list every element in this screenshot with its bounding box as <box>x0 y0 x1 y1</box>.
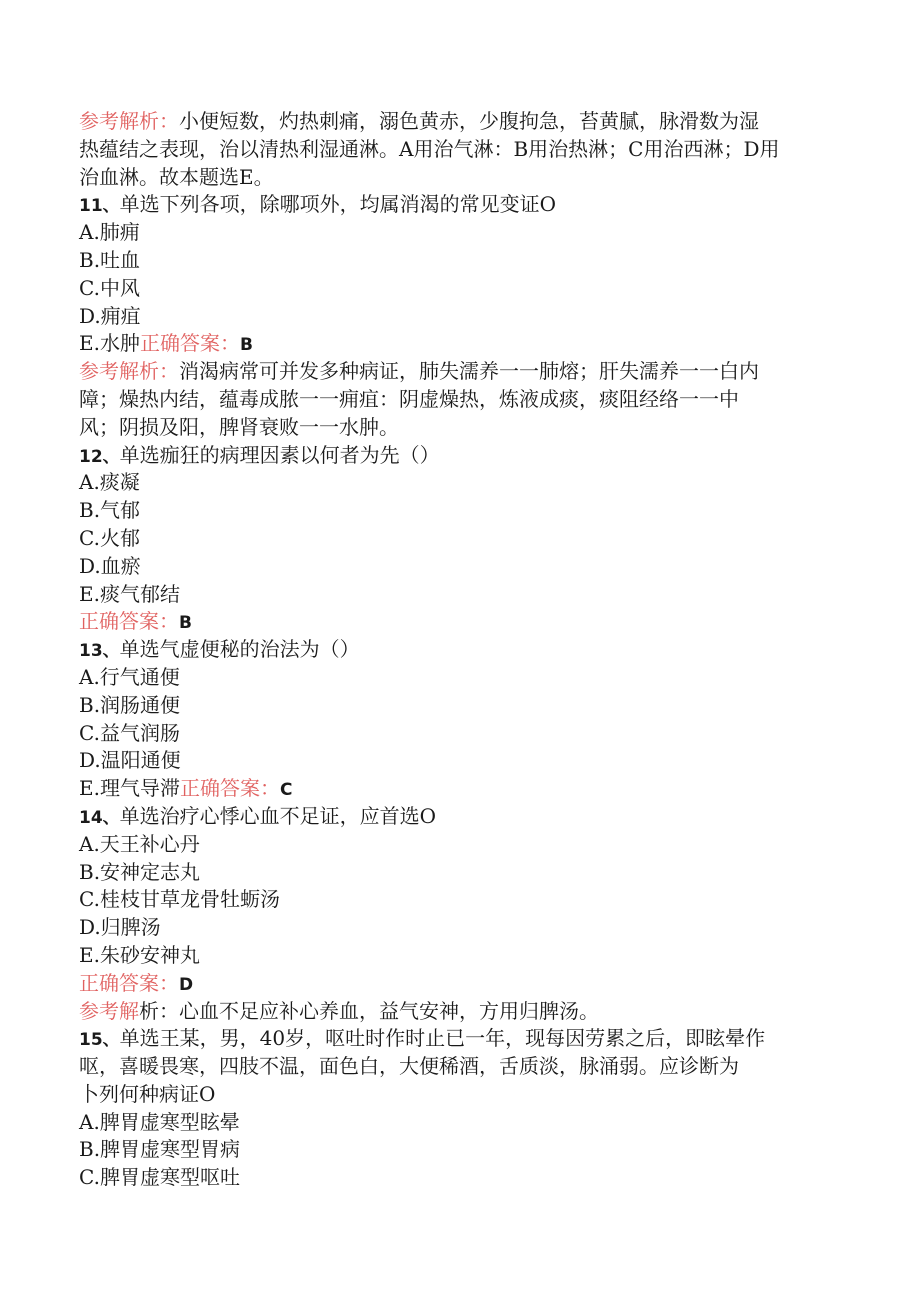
option: B.吐血 <box>79 247 141 272</box>
document-page <box>79 108 824 1192</box>
option: D.痈疽 <box>79 303 141 328</box>
option: D.温阳通便 <box>79 748 181 773</box>
explanation-text: 消渴病常可并发多种病证，肺失濡养一一肺熔；肝失濡养一一白内 <box>179 359 759 384</box>
explanation-label: 参考解 <box>79 998 139 1023</box>
option: B.脾胃虚寒型胃病 <box>79 1137 241 1162</box>
option: C.脾胃虚寒型呕吐 <box>79 1165 240 1190</box>
question-stem <box>79 442 824 470</box>
question-text: 单选王某，男，40岁，呕吐时作时止已一年，现每因劳累之后，即眩晕作 <box>119 1026 766 1051</box>
explanation-text: 风；阴损及阳，脾肾衰败一一水肿。 <box>79 414 399 439</box>
explanation-text: 析：心血不足应补心养血，益气安神，方用归脾汤。 <box>139 998 599 1023</box>
answer-value: B <box>239 335 253 356</box>
answer-label: 正确答案： <box>139 331 240 356</box>
option: C.火郁 <box>79 525 140 550</box>
option: D.血瘀 <box>79 553 141 578</box>
option-with-answer <box>79 775 824 803</box>
option: A.天王补心丹 <box>79 831 200 856</box>
question-text: 单选治疗心悸心血不足证，应首选O <box>119 803 437 828</box>
option: C.中风 <box>79 275 140 300</box>
answer-line <box>79 970 824 998</box>
question-number: 12、 <box>79 446 120 467</box>
explanation-q11 <box>79 358 824 441</box>
question-text: 单选气虚便秘的治法为（） <box>119 637 360 662</box>
option: B.安神定志丸 <box>79 859 201 884</box>
question-stem <box>79 803 824 831</box>
answer-label: 正确答案： <box>79 970 179 995</box>
explanation-text: 小便短数，灼热刺痛，溺色黄赤，少腹拘急，苔黄腻，脉滑数为湿 <box>179 109 759 133</box>
question-stem <box>79 636 824 664</box>
explanation-q10 <box>79 108 824 191</box>
answer-label: 正确答案： <box>179 776 280 801</box>
answer-value: D <box>179 974 194 995</box>
option: D.归脾汤 <box>79 915 161 940</box>
question-number: 14、 <box>79 807 120 828</box>
question-number: 13、 <box>79 641 120 662</box>
option: A.肺痈 <box>79 220 140 245</box>
answer-line <box>79 608 824 636</box>
option: C.桂枝甘草龙骨牡蛎汤 <box>79 887 280 912</box>
option: E.痰气郁结 <box>79 581 180 606</box>
option: A.痰凝 <box>79 470 140 495</box>
question-text: 单选下列各项，除哪项外，均属消渴的常见变证O <box>119 192 557 217</box>
option: E.朱砂安神丸 <box>79 942 200 967</box>
option-with-answer <box>79 330 824 358</box>
explanation-q14 <box>79 998 824 1026</box>
option: B.气郁 <box>79 498 141 523</box>
option: A.行气通便 <box>79 664 180 689</box>
question-stem <box>79 191 824 219</box>
option: B.润肠通便 <box>79 692 181 717</box>
question-text: 卜列何种病证O <box>79 1081 216 1106</box>
explanation-text: 治血淋。故本题选E。 <box>79 164 274 189</box>
question-text: 单选痂狂的病理因素以何者为先（） <box>119 442 440 467</box>
explanation-label: 参考解析： <box>79 359 179 384</box>
option: E.理气导滞 <box>79 776 180 801</box>
explanation-label: 参考解析： <box>79 109 179 133</box>
explanation-text: 热蕴结之表现，治以清热利湿通淋。A用治气淋：B用治热淋；C用治西淋；D用 <box>79 136 780 161</box>
option: E.水肿 <box>79 331 140 356</box>
question-stem <box>79 1025 824 1108</box>
option: C.益气润肠 <box>79 720 180 745</box>
question-number: 11、 <box>79 196 120 217</box>
question-number: 15、 <box>79 1030 120 1051</box>
answer-label: 正确答案： <box>79 609 179 634</box>
answer-value: C <box>279 780 293 801</box>
option: A.脾胃虚寒型眩晕 <box>79 1109 240 1134</box>
question-text: 呕，喜暖畏寒，四肢不温，面色白，大便稀酒，舌质淡，脉涌弱。应诊断为 <box>79 1054 739 1079</box>
answer-value: B <box>179 613 192 634</box>
explanation-text: 障；燥热内结，蕴毒成脓一一痈疽：阴虚燥热，炼液成痰，痰阻经络一一中 <box>79 386 739 411</box>
